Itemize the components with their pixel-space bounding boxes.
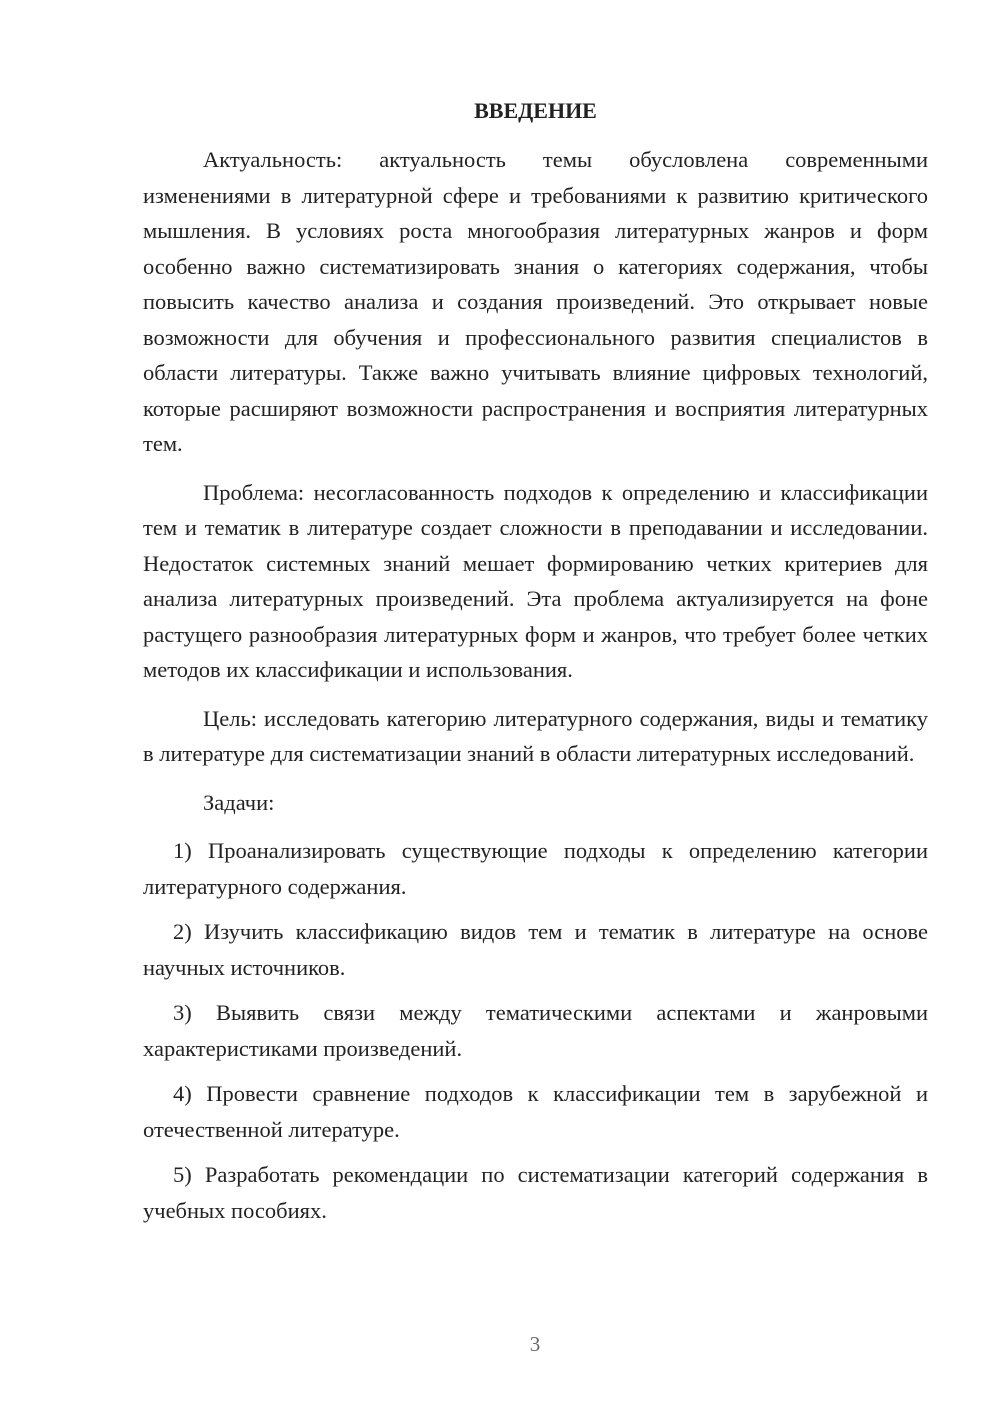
task-item: 3) Выявить связи между тематическими аспектами и жанровыми характеристиками произведений. <box>143 1000 928 1061</box>
page-content <box>143 94 928 1238</box>
goal-paragraph: Цель: исследовать категорию литературного содержания, виды и тематику в литературе для систематизации знаний в области литературных исследований. <box>143 705 928 766</box>
relevance-paragraph: Актуальность: актуальность темы обусловлена современными изменениями в литературной сфере и требованиями к развитию критического мышления. В условиях роста многообразия литературных жанров и форм особенно важно систематизировать знания о категориях содержания, чтобы повысить качество анализа и создания произведений. Это открывает новые возможности для обучения и профессионального развития специалистов в области литературы. Также важно учитывать влияние цифровых технологий, которые расширяют возможности распространения и восприятия литературных тем. <box>143 147 928 456</box>
section-heading: ВВЕДЕНИЕ <box>474 98 597 123</box>
task-item: 2) Изучить классификацию видов тем и тематик в литературе на основе научных источников. <box>143 919 928 980</box>
tasks-list <box>143 833 928 1228</box>
task-item: 1) Проанализировать существующие подходы к определению категории литературного содержания. <box>143 838 928 899</box>
task-item: 5) Разработать рекомендации по систематизации категорий содержания в учебных пособиях. <box>143 1162 928 1223</box>
tasks-label: Задачи: <box>203 789 275 815</box>
page-number: 3 <box>529 1332 541 1356</box>
task-item: 4) Провести сравнение подходов к классификации тем в зарубежной и отечественной литературе. <box>143 1081 928 1142</box>
problem-paragraph: Проблема: несогласованность подходов к определению и классификации тем и тематик в литературе создает сложности в преподавании и исследовании. Недостаток системных знаний мешает формированию четких критериев для анализа литературных произведений. Эта проблема актуализируется на фоне растущего разнообразия литературных форм и жанров, что требует более четких методов их классификации и использования. <box>143 479 928 682</box>
